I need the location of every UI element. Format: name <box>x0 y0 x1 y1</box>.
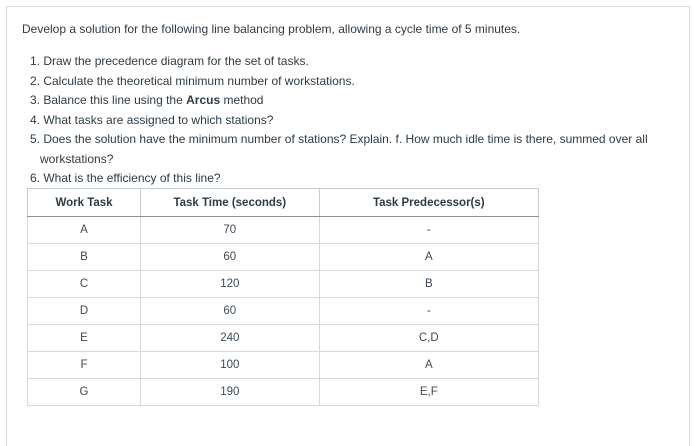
header-task-time: Task Time (seconds) <box>141 189 320 217</box>
cell-task: D <box>28 298 141 325</box>
cell-predecessor: - <box>319 298 538 325</box>
cell-predecessor: C,D <box>319 325 538 352</box>
table-row <box>28 325 539 352</box>
table-row <box>28 298 539 325</box>
cell-time: 120 <box>141 271 320 298</box>
table-row <box>28 271 539 298</box>
header-work-task: Work Task <box>28 189 141 217</box>
cell-time: 60 <box>141 298 320 325</box>
question-5-continued: workstations? <box>40 151 114 166</box>
table-row <box>28 217 539 244</box>
question-list <box>30 52 675 189</box>
header-task-predecessors: Task Predecessor(s) <box>319 189 538 217</box>
question-2: 2. Calculate the theoretical minimum number of workstations. <box>30 73 355 88</box>
cell-time: 240 <box>141 325 320 352</box>
question-1: 1. Draw the precedence diagram for the set of tasks. <box>30 54 309 68</box>
cell-time: 70 <box>141 217 320 244</box>
cell-task: E <box>28 325 141 352</box>
question-3 <box>30 91 675 111</box>
task-table <box>27 188 539 406</box>
question-6: 6. What is the efficiency of this line? <box>30 171 221 185</box>
question-3-method: Arcus <box>186 93 221 107</box>
cell-predecessor: A <box>319 352 538 379</box>
cell-time: 100 <box>141 352 320 379</box>
cell-task: G <box>28 379 141 406</box>
question-3-suffix: method <box>220 93 264 107</box>
table-row <box>28 244 539 271</box>
cell-task: A <box>28 217 141 244</box>
cell-predecessor: - <box>319 217 538 244</box>
cell-time: 60 <box>141 244 320 271</box>
cell-predecessor: E,F <box>319 379 538 406</box>
table-row <box>28 352 539 379</box>
problem-intro: Develop a solution for the following line balancing problem, allowing a cycle time of 5 minutes. <box>22 22 521 36</box>
table-header-row <box>28 189 539 217</box>
question-5: 5. Does the solution have the minimum number of stations? Explain. f. How much idle time is there, summed over all <box>30 132 648 146</box>
cell-task: C <box>28 271 141 298</box>
cell-task: F <box>28 352 141 379</box>
cell-predecessor: B <box>319 271 538 298</box>
cell-predecessor: A <box>319 244 538 271</box>
cell-time: 190 <box>141 379 320 406</box>
cell-task: B <box>28 244 141 271</box>
question-3-text: 3. Balance this line using the <box>30 93 187 107</box>
question-4: 4. What tasks are assigned to which stations? <box>30 112 274 127</box>
table-row <box>28 379 539 406</box>
